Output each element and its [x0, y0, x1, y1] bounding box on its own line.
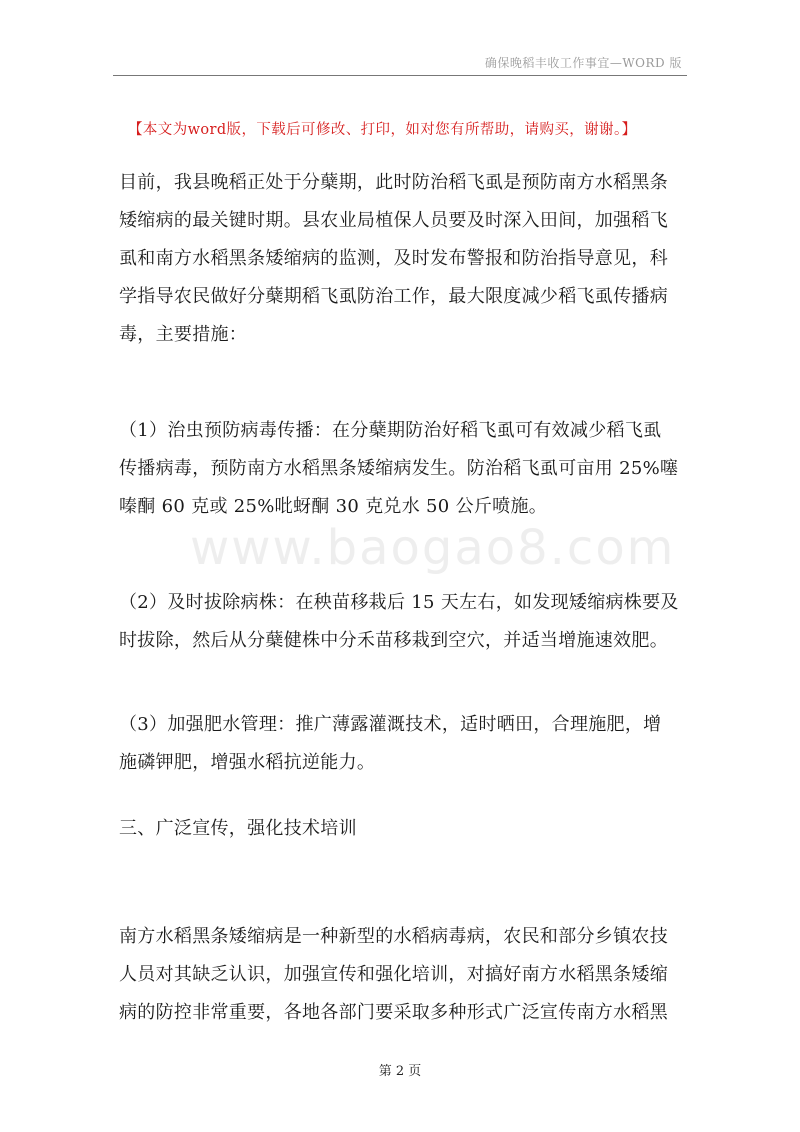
- paragraph-measure-3: [119, 706, 689, 782]
- text-line: 人员对其缺乏认识，加强宣传和强化培训，对搞好南方水稻黑条矮缩: [119, 964, 668, 985]
- text-line: 目前，我县晚稻正处于分蘖期，此时防治稻飞虱是预防南方水稻黑条: [119, 172, 668, 193]
- text-line: 施磷钾肥，增强水稻抗逆能力。: [119, 752, 376, 773]
- text-line: （1）治虫预防病毒传播：在分蘖期防治好稻飞虱可有效减少稻飞虱: [119, 420, 662, 441]
- text-line: 矮缩病的最关键时期。县农业局植保人员要及时深入田间，加强稻飞: [119, 210, 668, 231]
- text-line: 虱和南方水稻黑条矮缩病的监测，及时发布警报和防治指导意见，科: [119, 248, 668, 269]
- watermark: www.baogao8.com: [190, 520, 676, 576]
- text-line: 时拔除，然后从分蘖健株中分禾苗移栽到空穴，并适当增施速效肥。: [119, 630, 668, 651]
- page-number: 第 2 页: [378, 1064, 422, 1079]
- header-divider: [113, 75, 687, 76]
- paragraph-publicity: [119, 918, 689, 1032]
- text-line: 嗪酮 60 克或 25%吡蚜酮 30 克兑水 50 公斤喷施。: [119, 496, 548, 517]
- text-line: （2）及时拔除病株：在秧苗移栽后 15 天左右，如发现矮缩病株要及: [119, 592, 679, 613]
- paragraph-intro: [119, 164, 689, 354]
- text-line: （3）加强肥水管理：推广薄露灌溉技术，适时晒田，合理施肥，增: [119, 714, 662, 735]
- text-line: 南方水稻黑条矮缩病是一种新型的水稻病毒病，农民和部分乡镇农技: [119, 926, 668, 947]
- running-header: 确保晚稻丰收工作事宜—WORD 版: [484, 56, 682, 70]
- text-line: 病的防控非常重要，各地各部门要采取多种形式广泛宣传南方水稻黑: [119, 1002, 668, 1023]
- purchase-notice: 【本文为word版，下载后可修改、打印，如对您有所帮助，请购买，谢谢。】: [128, 122, 637, 138]
- text-line: 传播病毒，预防南方水稻黑条矮缩病发生。防治稻飞虱可亩用 25%噻: [119, 458, 679, 479]
- text-line: 毒，主要措施：: [119, 324, 248, 345]
- section-heading: 三、广泛宣传，强化技术培训: [119, 818, 357, 839]
- text-line: 学指导农民做好分蘖期稻飞虱防治工作，最大限度减少稻飞虱传播病: [119, 286, 668, 307]
- paragraph-measure-2: [119, 584, 689, 660]
- paragraph-measure-1: [119, 412, 689, 526]
